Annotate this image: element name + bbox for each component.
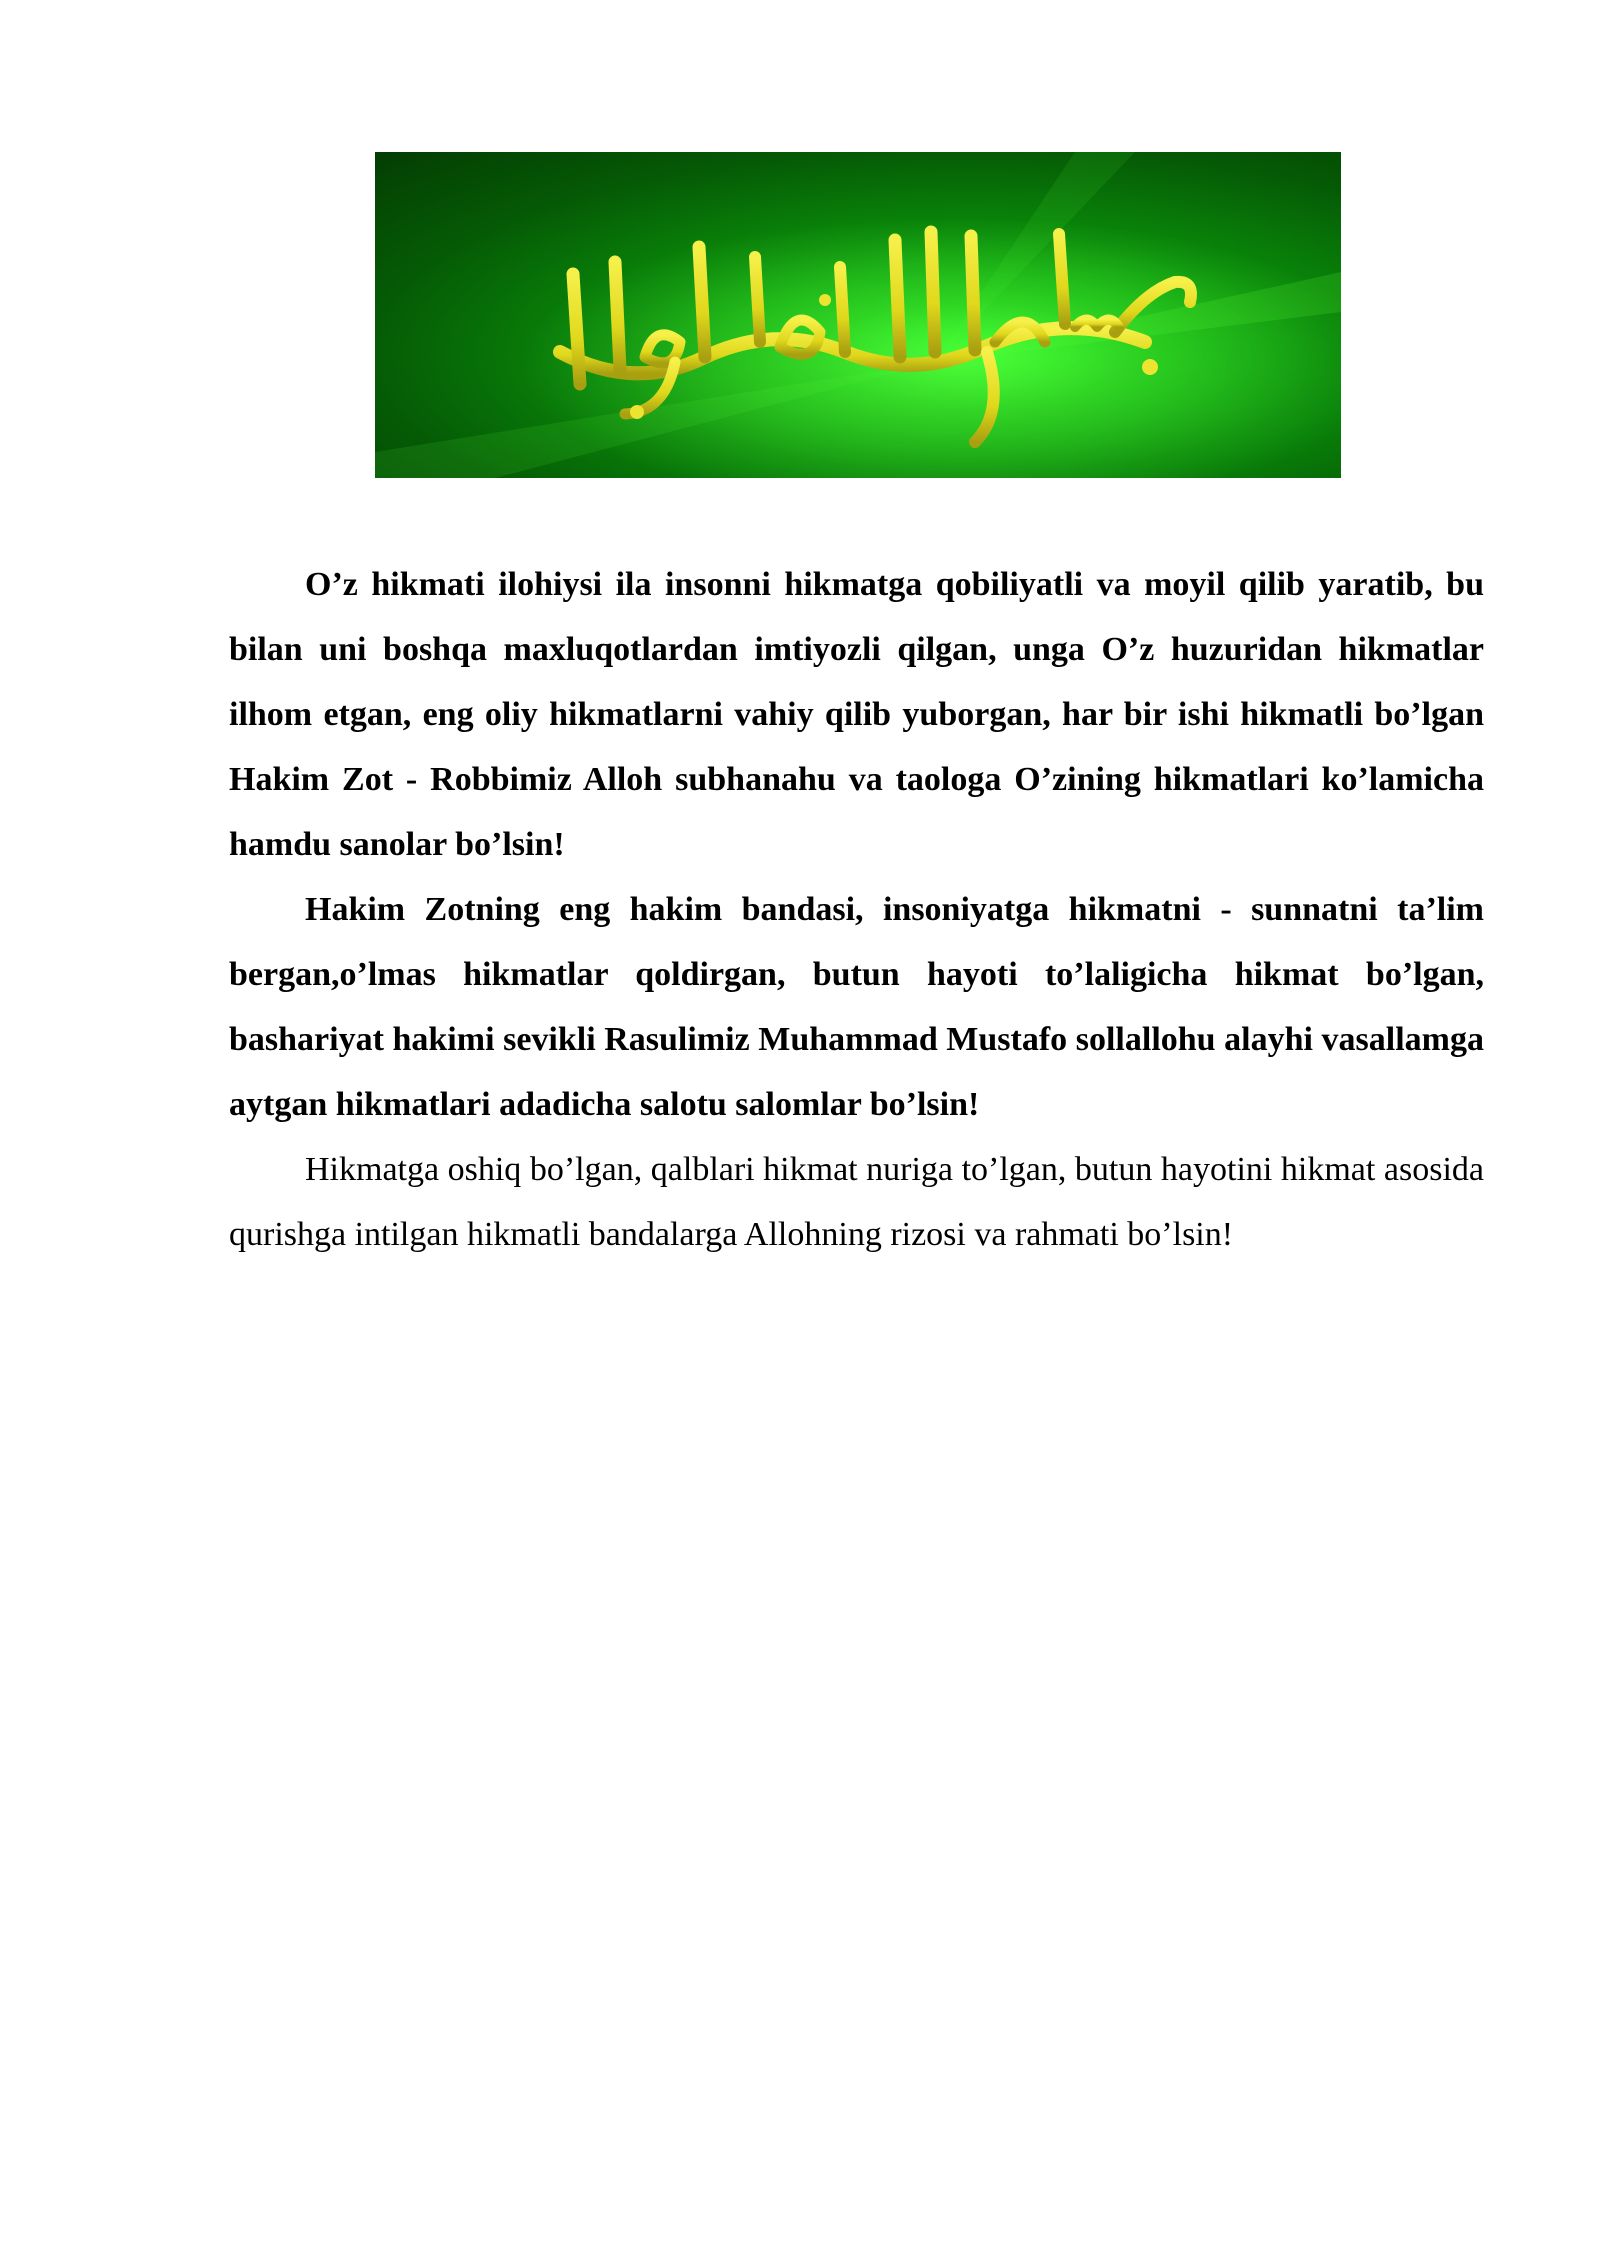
basmala-calligraphy-icon — [375, 152, 1341, 478]
basmala-banner — [375, 152, 1341, 478]
body-text — [229, 552, 1484, 1267]
paragraph-praise-allah: O’z hikmati ilohiysi ila insonni hikmatga qobiliyatli va moyil qilib yaratib, bu bilan uni boshqa maxluqotlardan imtiyozli qilgan, unga O’z huzuridan hikmatlar ilhom etgan, eng oliy hikmatlarni vahiy qilib yuborgan, har bir ishi hikmatli bo’lgan Hakim Zot - Robbimiz Alloh subhanahu va taologa O’zining hikmatlari ko’lamicha hamdu sanolar bo’lsin! — [229, 566, 1484, 863]
paragraph-salawat-prophet: Hakim Zotning eng hakim bandasi, insoniyatga hikmatni - sunnatni ta’lim bergan,o’lmas hikmatlar qoldirgan, butun hayoti to’laligicha hikmat bo’lgan, bashariyat hakimi sevikli Rasulimiz Muhammad Mustafo sollallohu alayhi vasallamga aytgan hikmatlari adadicha salotu salomlar bo’lsin! — [229, 891, 1484, 1123]
paragraph-blessing-servants: Hikmatga oshiq bo’lgan, qalblari hikmat nuriga to’lgan, butun hayotini hikmat asosida qurishga intilgan hikmatli bandalarga Allohning rizosi va rahmati bo’lsin! — [229, 1151, 1484, 1253]
